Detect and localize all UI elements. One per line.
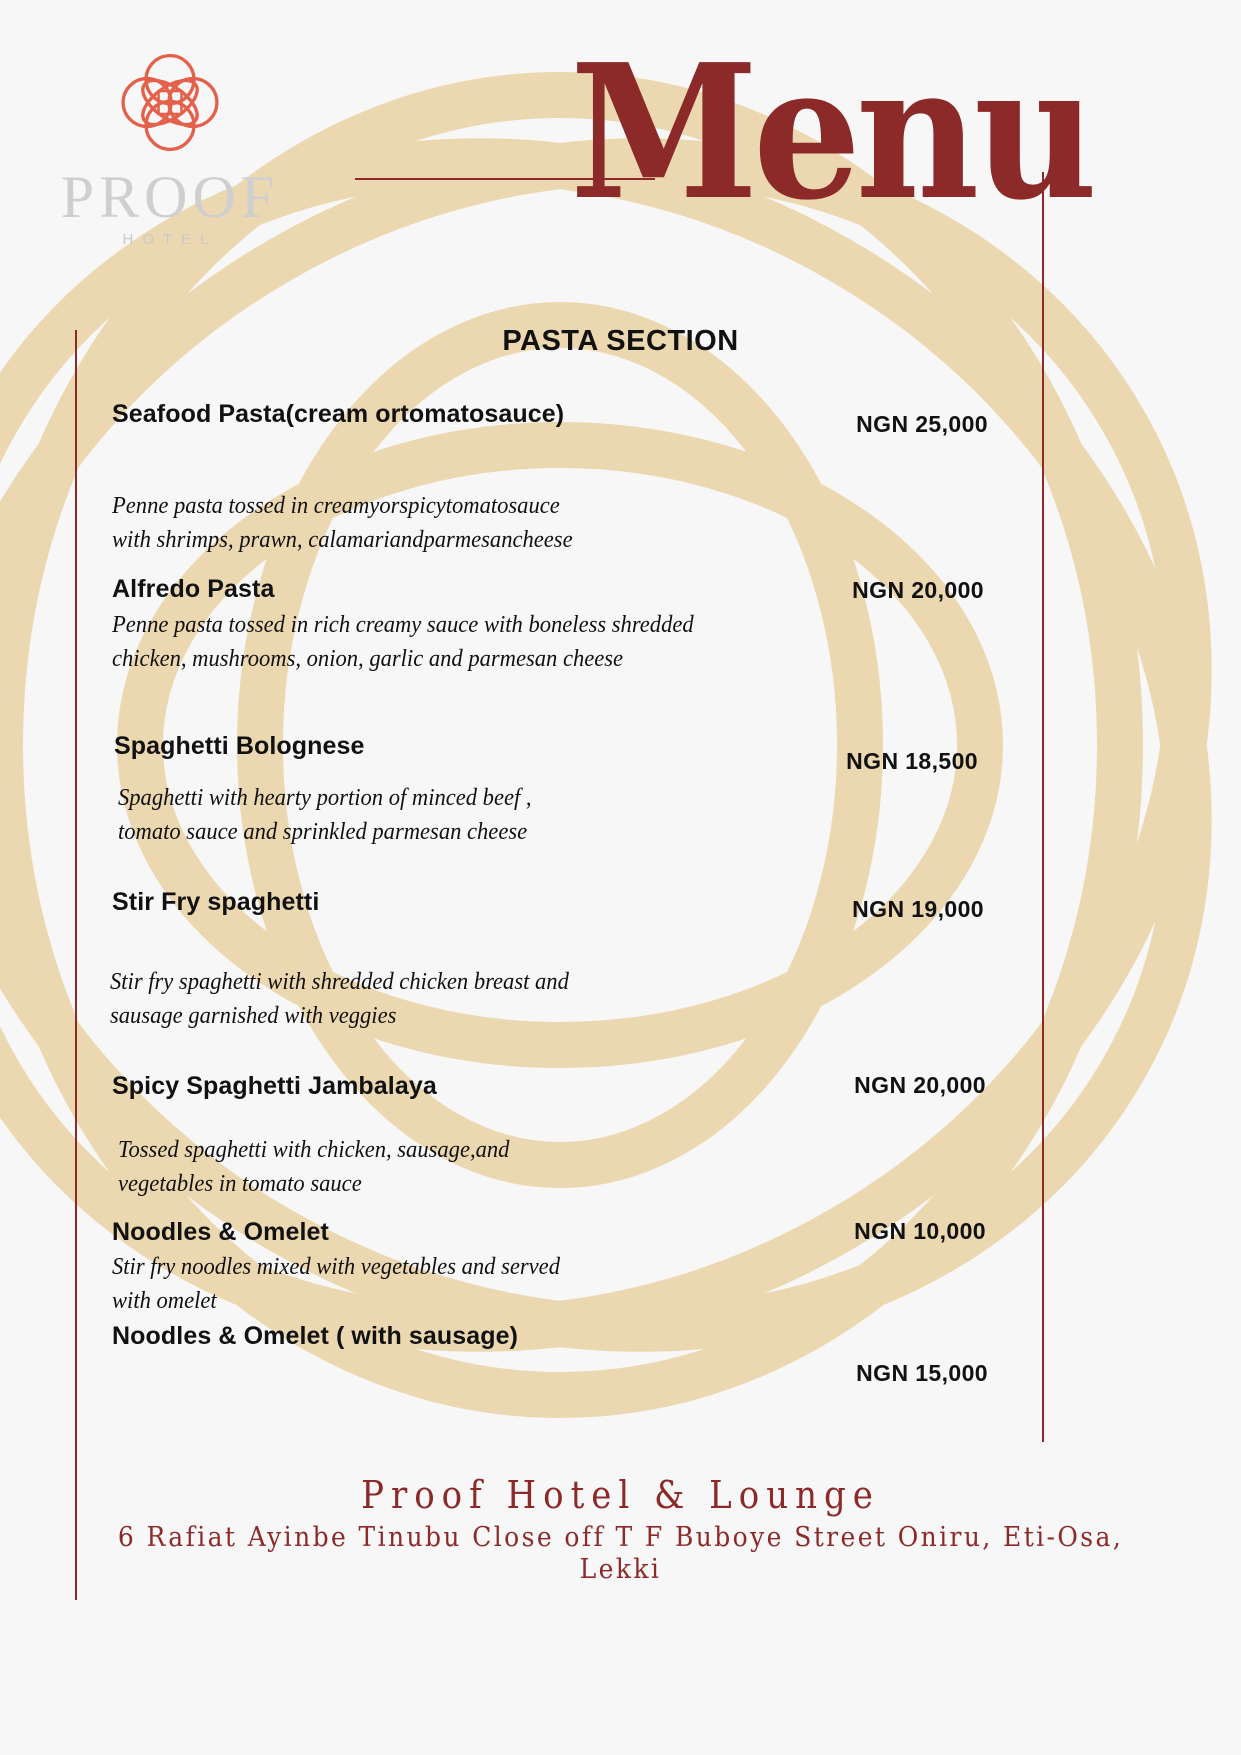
footer-business-name: Proof Hotel & Lounge xyxy=(361,1473,880,1519)
item-description-line: Spaghetti with hearty portion of minced beef , xyxy=(118,785,532,811)
item-price: NGN 15,000 xyxy=(856,1360,988,1386)
menu-title-group xyxy=(355,23,1093,270)
item-name: Spaghetti Bolognese xyxy=(114,732,365,760)
item-price: NGN 18,500 xyxy=(846,748,978,774)
item-name: Seafood Pasta(cream ortomatosauce) xyxy=(112,400,565,428)
item-description-line: Penne pasta tossed in creamyorspicytomatosauce xyxy=(112,493,560,519)
menu-item xyxy=(112,1072,534,1201)
item-price: NGN 10,000 xyxy=(854,1218,986,1244)
item-description-line: Penne pasta tossed in rich creamy sauce with boneless shredded xyxy=(112,612,694,638)
item-description-line: chicken, mushrooms, onion, garlic and parmesan cheese xyxy=(112,646,624,673)
menu-item xyxy=(112,1322,518,1351)
item-price: NGN 19,000 xyxy=(852,896,984,922)
footer xyxy=(0,1473,1241,1585)
item-price: NGN 20,000 xyxy=(854,1072,986,1098)
left-frame-rule xyxy=(75,330,77,1600)
item-description-line: sausage garnished with veggies xyxy=(110,1003,397,1030)
item-description-line: Tossed spaghetti with chicken, sausage,and xyxy=(118,1137,510,1163)
menu-item xyxy=(114,732,558,849)
menu-item xyxy=(112,888,598,1033)
item-description-line: Stir fry noodles mixed with vegetables and served xyxy=(112,1254,560,1280)
item-description-line: with shrimps, prawn, calamariandparmesancheese xyxy=(112,527,573,554)
section-header: PASTA SECTION xyxy=(502,325,739,357)
menu-item xyxy=(112,400,602,557)
item-description-line: Stir fry spaghetti with shredded chicken breast and xyxy=(110,969,569,995)
item-description-line: tomato sauce and sprinkled parmesan cheese xyxy=(118,819,528,846)
item-description-line: vegetables in tomato sauce xyxy=(118,1171,362,1198)
footer-address-line-1: 6 Rafiat Ayinbe Tinubu Close off T F Buboye Street Oniru, Eti-Osa, xyxy=(117,1520,1124,1553)
page-title: Menu xyxy=(570,23,1093,241)
right-frame-rule xyxy=(1042,172,1044,1442)
item-name: Noodles & Omelet xyxy=(112,1218,329,1246)
item-name: Noodles & Omelet ( with sausage) xyxy=(112,1322,519,1350)
rose-rings-logo-icon xyxy=(95,40,245,165)
item-name: Spicy Spaghetti Jambalaya xyxy=(112,1072,437,1100)
brand-subtitle: HOTEL xyxy=(122,231,218,248)
brand-logo xyxy=(40,40,300,255)
item-price: NGN 20,000 xyxy=(852,577,984,603)
item-name: Stir Fry spaghetti xyxy=(112,888,320,916)
menu-item xyxy=(112,1218,589,1318)
item-description-line: with omelet xyxy=(112,1288,217,1315)
item-price: NGN 25,000 xyxy=(856,411,988,437)
footer-address-line-2: Lekki xyxy=(579,1552,662,1585)
item-name: Alfredo Pasta xyxy=(112,575,275,603)
brand-name: PROOF xyxy=(60,164,280,230)
menu-item xyxy=(112,575,731,676)
